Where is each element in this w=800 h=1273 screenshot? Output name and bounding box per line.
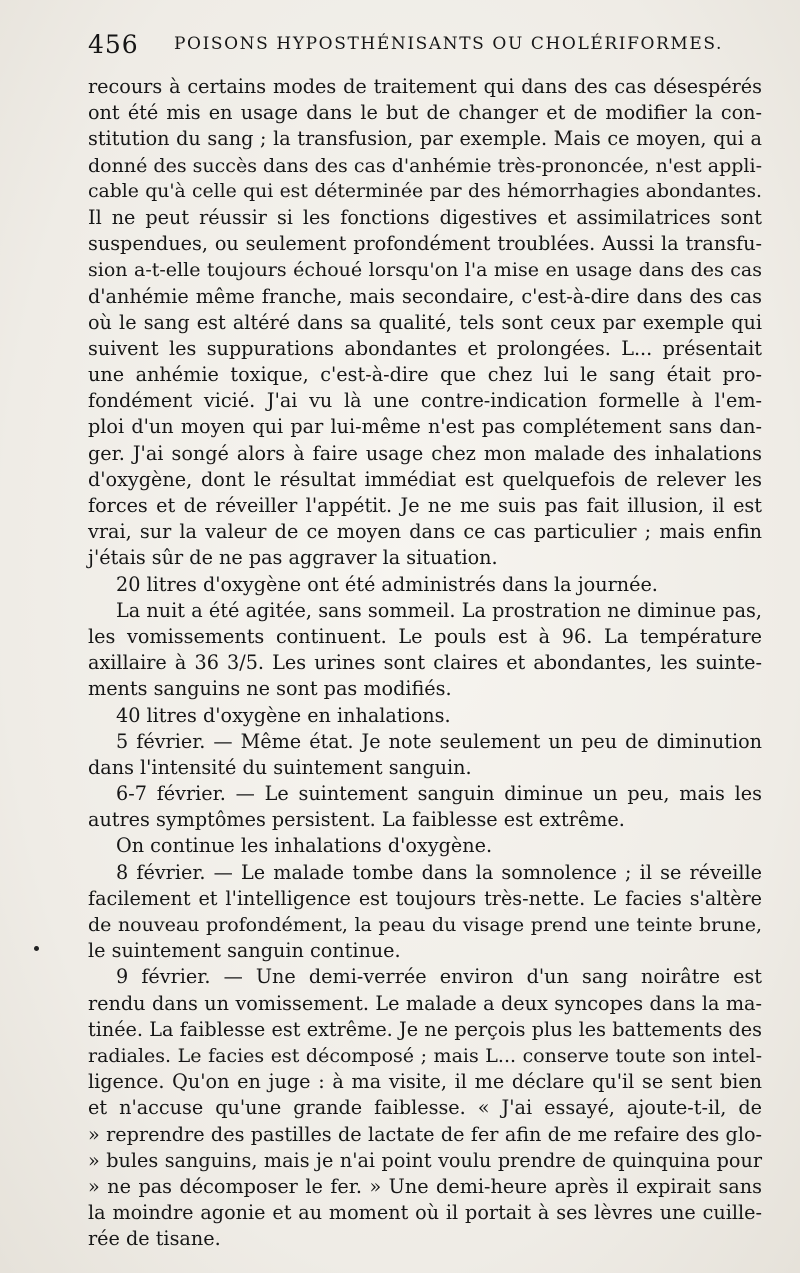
text-line: sion a-t-elle toujours échoué lorsqu'on l'a mise en usage dans des cas bbox=[88, 259, 762, 282]
text-line: 6-7 février. — Le suintement sanguin diminue un peu, mais les bbox=[116, 782, 762, 806]
text-line: le suintement sanguin continue. bbox=[88, 939, 401, 963]
page-header bbox=[88, 30, 778, 62]
text-line: ments sanguins ne sont pas modifiés. bbox=[88, 677, 452, 701]
text-line: La nuit a été agitée, sans sommeil. La prostration ne diminue pas, bbox=[116, 598, 762, 622]
text-line: ploi d'un moyen qui par lui-même n'est pas complétement sans dan- bbox=[88, 415, 762, 439]
text-line: dans l'intensité du suintement sanguin. bbox=[88, 755, 472, 779]
text-line: les vomissements continuent. Le pouls est à 96. La température bbox=[88, 624, 762, 648]
text-line: ont été mis en usage dans le but de changer et de modifier la con- bbox=[88, 101, 762, 125]
text-line: axillaire à 36 3/5. Les urines sont claires et abondantes, les suinte- bbox=[88, 651, 762, 675]
text-line: la moindre agonie et au moment où il portait à ses lèvres une cuille- bbox=[88, 1201, 762, 1225]
margin-speck bbox=[34, 946, 39, 951]
text-line: suivent les suppurations abondantes et prolongées. L... présentait bbox=[88, 336, 762, 360]
text-line: » ne pas décomposer le fer. » Une demi-heure après il expirait sans bbox=[88, 1174, 762, 1198]
text-line: fondément vicié. J'ai vu là une contre-indication formelle à l'em- bbox=[88, 389, 762, 413]
text-line: de nouveau profondément, la peau du visage prend une teinte brune, bbox=[88, 914, 762, 936]
page-number: 456 bbox=[88, 30, 139, 59]
text-line: radiales. Le facies est décomposé ; mais L... conserve toute son intel- bbox=[88, 1044, 762, 1067]
text-line: Il ne peut réussir si les fonctions digestives et assimilatrices sont bbox=[88, 205, 762, 229]
text-line: d'anhémie même franche, mais secondaire, c'est-à-dire dans des cas bbox=[88, 284, 762, 308]
text-line: ligence. Qu'on en juge : à ma visite, il me déclare qu'il se sent bien bbox=[88, 1070, 762, 1094]
text-line: d'oxygène, dont le résultat immédiat est quelquefois de relever les bbox=[88, 467, 762, 491]
running-title: POISONS HYPOSTHÉNISANTS OU CHOLÉRIFORMES. bbox=[174, 34, 724, 54]
text-line: autres symptômes persistent. La faiblesse est extrême. bbox=[88, 808, 625, 832]
text-line: » reprendre des pastilles de lactate de fer afin de me refaire des glo- bbox=[88, 1122, 762, 1146]
text-line: 5 février. — Même état. Je note seulement un peu de diminution bbox=[116, 729, 762, 753]
text-line: tinée. La faiblesse est extrême. Je ne perçois plus les battements des bbox=[88, 1017, 762, 1041]
text-line: où le sang est altéré dans sa qualité, tels sont ceux par exemple qui bbox=[88, 310, 762, 334]
text-line: donné des succès dans des cas d'anhémie très-prononcée, n'est appli- bbox=[88, 154, 762, 177]
text-line: 20 litres d'oxygène ont été administrés dans la journée. bbox=[116, 572, 658, 596]
text-line: et n'accuse qu'une grande faiblesse. « J'ai essayé, ajoute-t-il, de bbox=[88, 1096, 762, 1120]
text-line: 8 février. — Le malade tombe dans la somnolence ; il se réveille bbox=[116, 860, 762, 884]
text-line: facilement et l'intelligence est toujours très-nette. Le facies s'altère bbox=[88, 886, 762, 910]
text-line: ger. J'ai songé alors à faire usage chez mon malade des inhalations bbox=[88, 441, 762, 465]
text-line: rée de tisane. bbox=[88, 1227, 221, 1251]
text-line: j'étais sûr de ne pas aggraver la situation. bbox=[88, 546, 498, 570]
text-line: 40 litres d'oxygène en inhalations. bbox=[116, 703, 451, 727]
text-line: rendu dans un vomissement. Le malade a deux syncopes dans la ma- bbox=[88, 991, 762, 1015]
text-line: recours à certains modes de traitement qui dans des cas désespérés bbox=[88, 75, 762, 98]
text-line: forces et de réveiller l'appétit. Je ne me suis pas fait illusion, il est bbox=[88, 494, 762, 517]
text-line: vrai, sur la valeur de ce moyen dans ce cas particulier ; mais enfin bbox=[88, 520, 762, 544]
text-line: stitution du sang ; la transfusion, par exemple. Mais ce moyen, qui a bbox=[88, 127, 762, 151]
text-line: cable qu'à celle qui est déterminée par des hémorrhagies abondantes. bbox=[88, 180, 762, 202]
text-line: une anhémie toxique, c'est-à-dire que chez lui le sang était pro- bbox=[88, 363, 762, 387]
text-line: On continue les inhalations d'oxygène. bbox=[116, 834, 493, 858]
text-line: » bules sanguins, mais je n'ai point voulu prendre de quinquina pour bbox=[88, 1148, 762, 1172]
text-line: 9 février. — Une demi-verrée environ d'un sang noirâtre est bbox=[116, 965, 762, 989]
text-line: suspendues, ou seulement profondément troublées. Aussi la transfu- bbox=[88, 232, 762, 256]
text-body bbox=[88, 74, 762, 1252]
